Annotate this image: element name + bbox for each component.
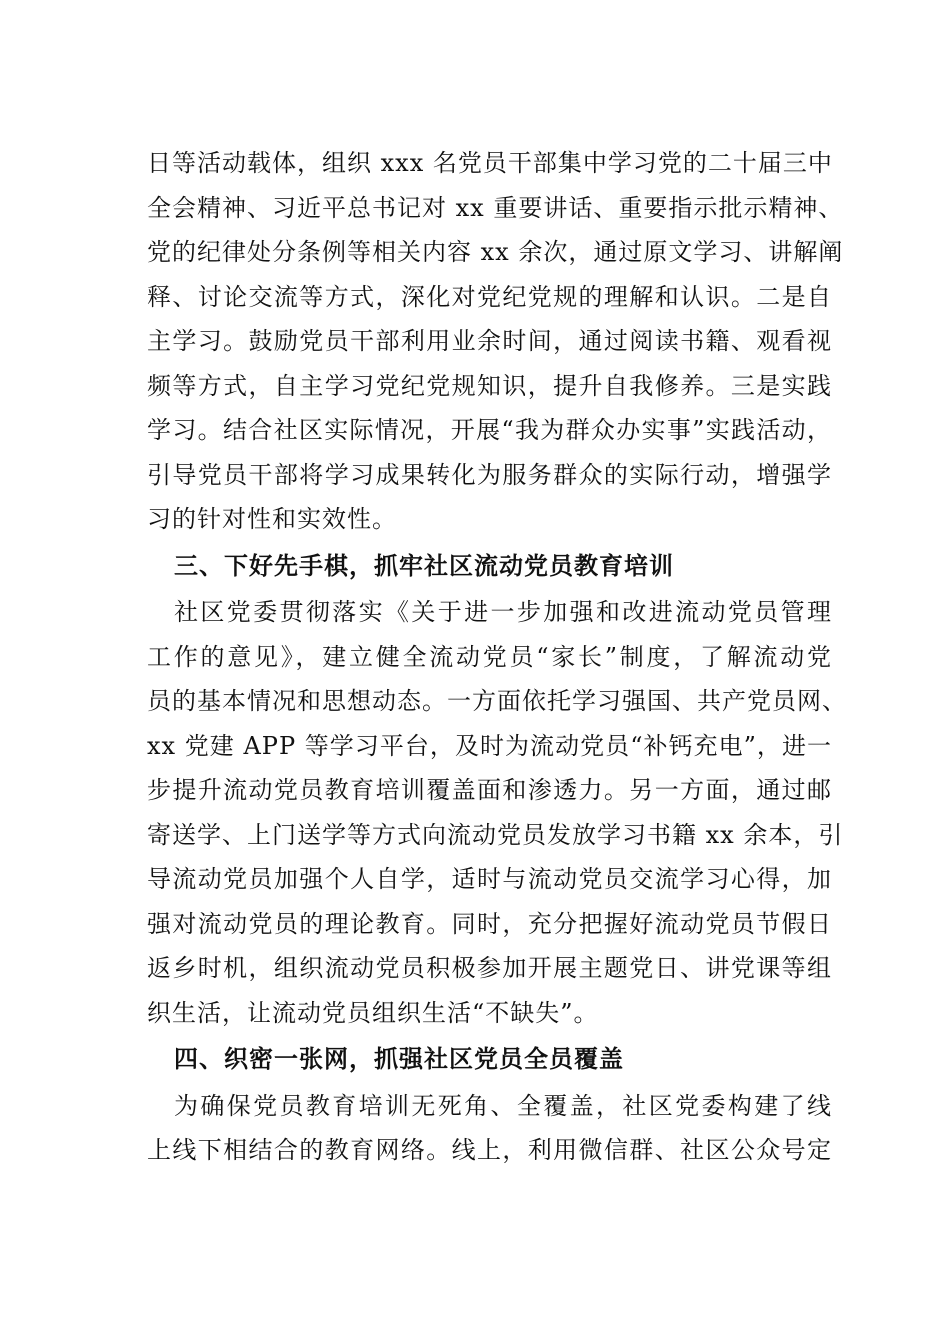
text-line: 上线下相结合的教育网络。线上，利用微信群、社区公众号定: [147, 1136, 832, 1164]
text-line: 为确保党员教育培训无死角、全覆盖，社区党委构建了线: [174, 1091, 832, 1120]
text-line: 员的基本情况和思想动态。一方面依托学习强国、共产党员网、: [147, 687, 847, 715]
paragraph-full-coverage: [147, 1084, 832, 1173]
text-line: 频等方式，自主学习党纪党规知识，提升自我修养。三是实践: [147, 371, 832, 400]
text-line: 织生活，让流动党员组织生活“不缺失”。: [147, 998, 599, 1027]
text-line: 主学习。鼓励党员干部利用业余时间，通过阅读书籍、观看视: [147, 327, 832, 355]
text-line: 寄送学、上门送学等方式向流动党员发放学习书籍 xx 余本，引: [147, 820, 844, 849]
text-line: 社区党委贯彻落实《关于进一步加强和改进流动党员管理: [174, 598, 832, 626]
text-line: 导流动党员加强个人自学，适时与流动党员交流学习心得，加: [147, 865, 832, 893]
paragraph-study-methods: [147, 141, 844, 542]
text-line: 返乡时机，组织流动党员积极参加开展主题党日、讲党课等组: [147, 954, 832, 982]
text-line: 日等活动载体，组织 xxx 名党员干部集中学习党的二十届三中: [147, 149, 833, 177]
text-line: 步提升流动党员教育培训覆盖面和渗透力。另一方面，通过邮: [147, 776, 832, 804]
text-line: 党的纪律处分条例等相关内容 xx 余次，通过原文学习、讲解阐: [147, 238, 844, 266]
text-line: 工作的意见》，建立健全流动党员“家长”制度，了解流动党: [147, 642, 832, 671]
text-line: 强对流动党员的理论教育。同时，充分把握好流动党员节假日: [147, 909, 832, 938]
text-line: 释、讨论交流等方式，深化对党纪党规的理解和认识。二是自: [147, 282, 832, 311]
document-page: [147, 141, 847, 1173]
text-line: 全会精神、习近平总书记对 xx 重要讲话、重要指示批示精神、: [147, 193, 844, 222]
paragraph-mobile-members: [147, 590, 847, 1035]
text-line: 引导党员干部将学习成果转化为服务群众的实际行动，增强学: [147, 460, 832, 489]
section-heading-3: 三、下好先手棋，抓牢社区流动党员教育培训: [174, 551, 674, 580]
text-line: xx 党建 APP 等学习平台，及时为流动党员“补钙充电”，进一: [147, 731, 832, 760]
text-line: 学习。结合社区实际情况，开展“我为群众办实事”实践活动，: [147, 416, 832, 444]
section-heading-4: 四、织密一张网，抓强社区党员全员覆盖: [174, 1045, 624, 1073]
text-line: 习的针对性和实效性。: [147, 505, 397, 533]
